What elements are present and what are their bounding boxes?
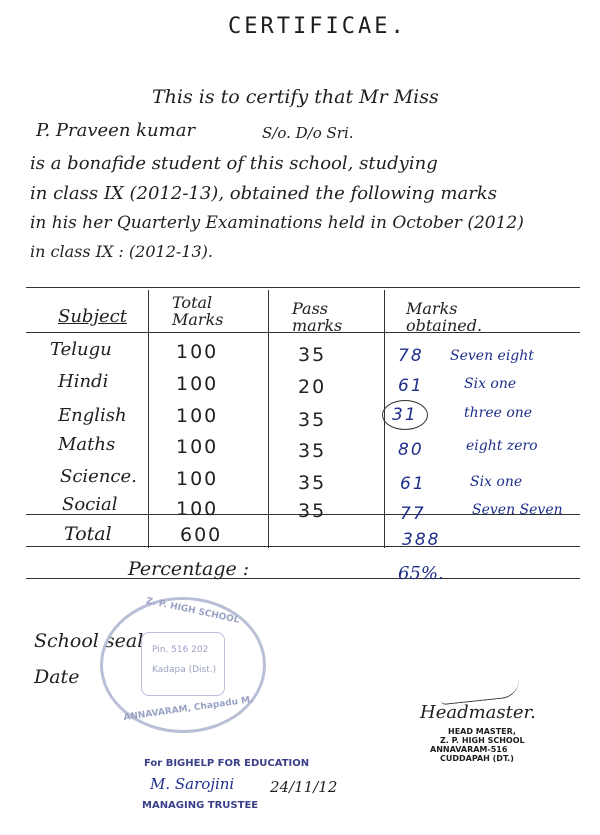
row-subject: Science. [60,466,137,487]
hm-stamp-line-1: HEAD MASTER, [448,727,516,736]
trustee-title: MANAGING TRUSTEE [142,800,259,811]
row-pass: 20 [298,376,327,398]
school-seal-stamp [100,597,266,733]
row-pass: 35 [298,472,327,494]
header-pass-marks: Pass marks [292,299,343,335]
percentage-value: 65%. [398,563,444,584]
school-seal-label: School seal [34,630,144,652]
row-obtained: 78 [398,346,424,366]
seal-inner-box [141,632,225,696]
intro-line: This is to certify that Mr Miss [152,86,439,108]
row-obtained: 77 [400,504,426,524]
total-obtained: 388 [402,530,441,550]
son-of-label: S/o. D/o Sri. [262,124,354,142]
row-obtained-words: three one [464,405,533,421]
student-name: P. Praveen kumar [36,120,196,141]
row-subject: Hindi [58,371,109,392]
row-pass: 35 [298,500,327,522]
table-col-rule-1 [148,290,149,548]
row-pass: 35 [298,344,327,366]
row-total: 100 [176,373,219,395]
trustee-date: 24/11/12 [270,778,338,796]
body-line-6: in class IX : (2012-13). [30,242,213,261]
header-marks-obtained: Marks obtained. [406,299,483,335]
table-col-rule-2 [268,290,269,548]
body-line-4: in class IX (2012-13), obtained the following marks [30,183,497,204]
seal-top-text: Z. P. HIGH SCHOOL [145,596,241,626]
body-line-5: in his her Quarterly Examinations held in October (2012) [30,213,524,233]
date-label: Date [34,666,80,688]
row-obtained-words: Seven Seven [472,502,563,518]
total-marks: 600 [180,524,223,546]
headmaster-label: Headmaster. [420,702,536,723]
row-obtained-words: Six one [470,474,523,490]
hm-stamp-line-3: ANNAVARAM-516 [430,745,508,754]
table-top-rule [26,287,580,288]
row-subject: Social [62,494,118,515]
header-subject: Subject [58,306,127,327]
row-subject: Telugu [50,339,112,360]
row-total: 100 [176,405,219,427]
seal-pin: Pin. 516 202 [152,645,209,655]
row-total: 100 [176,341,219,363]
row-obtained: 61 [398,376,424,396]
certificate-title: CERTIFICAE. [228,14,407,39]
percentage-label: Percentage : [128,558,250,580]
table-total-rule [26,546,580,547]
hm-stamp-line-2: Z. P. HIGH SCHOOL [440,736,525,745]
row-obtained-words: Six one [464,376,517,392]
row-obtained: 80 [398,440,424,460]
row-obtained: 61 [400,474,426,494]
row-pass: 35 [298,409,327,431]
body-line-3: is a bonafide student of this school, studying [30,153,438,174]
row-subject: Maths [58,434,116,455]
total-label: Total [64,523,112,545]
row-obtained-words: eight zero [466,438,538,454]
trust-name: For BIGHELP FOR EDUCATION [144,758,310,769]
seal-district: Kadapa (Dist.) [152,665,217,675]
row-subject: English [58,405,127,426]
hm-stamp-line-4: CUDDAPAH (DT.) [440,754,514,763]
row-pass: 35 [298,440,327,462]
row-total: 100 [176,436,219,458]
table-bottom-rule [26,578,580,579]
trustee-signature-name: M. Sarojini [150,775,235,793]
row-total: 100 [176,498,219,520]
row-total: 100 [176,468,219,490]
header-total-marks: Total Marks [172,293,224,329]
seal-bottom-text: ANNAVARAM, Chapadu M. [122,694,255,724]
row-obtained-words: Seven eight [450,348,534,364]
row-obtained: 31 [392,405,418,425]
